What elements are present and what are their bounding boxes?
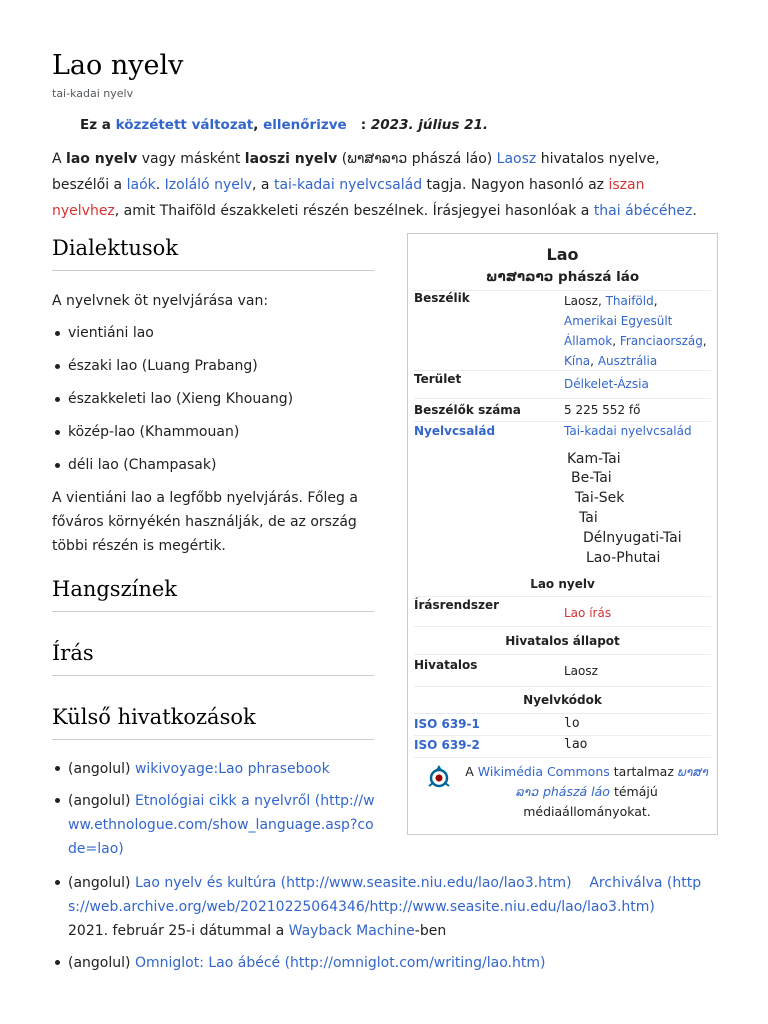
- spoken-franciaorszag-link[interactable]: Franciaország: [619, 334, 703, 348]
- spoken-laosz-link[interactable]: Laosz: [564, 294, 598, 308]
- section-heading-iras: Írás: [52, 641, 374, 676]
- list-item: (angolul) Etnológiai cikk a nyelvről (http://www.ethnologue.com/show_language.asp?code=lao): [52, 789, 382, 861]
- intro-paragraph: A lao nyelv vagy másként laoszi nyelv (ພາສາລາວ phászá láo) Laosz hivatalos nyelve, beszélői a laók. Izoláló nyelv, a tai-kadai nyelvcsalád tagja. Nagyon hasonló az iszan nyelvhez, amit Thaiföld északkeleti részén beszélnek. Írásjegyei hasonlóak a thai ábécéhez.: [52, 151, 697, 219]
- family-link[interactable]: Tai-kadai nyelvcsalád: [564, 424, 692, 438]
- seasite-link[interactable]: Lao nyelv és kultúra (http://www.seasite.niu.edu/lao/lao3.htm): [134, 875, 572, 891]
- external-links-list-wide: [52, 871, 717, 983]
- list-item: északkeleti lao (Xieng Khouang): [52, 388, 293, 421]
- list-item: déli lao (Champasak): [52, 454, 293, 487]
- official-laosz-link[interactable]: Laosz: [564, 664, 598, 678]
- revision-notice: Ez a közzétett változat, ellenőrizve : 2023. július 21.: [80, 117, 489, 133]
- page-title: Lao nyelv: [52, 50, 184, 81]
- family-tree-1: Be-Tai: [571, 470, 612, 486]
- list-item: közép-lao (Khammouan): [52, 421, 293, 454]
- script-link[interactable]: Lao írás: [564, 606, 612, 620]
- divider: [414, 654, 711, 655]
- divider: [414, 370, 711, 371]
- section-heading-hangszinek: Hangszínek: [52, 577, 374, 612]
- spoken-kina-link[interactable]: Kína: [564, 354, 591, 368]
- official-status-header: Hivatalos állapot: [505, 634, 620, 648]
- infobox-title: Lao: [546, 245, 579, 264]
- wikimedia-commons-link[interactable]: Wikimédia Commons: [477, 764, 610, 779]
- ethnologue-link[interactable]: Etnológiai cikk a nyelvről (http://www.ethnologue.com/show_language.asp?code=lao): [68, 793, 375, 857]
- omniglot-link[interactable]: Omniglot: Lao ábécé (http://omniglot.com/writing/lao.htm): [134, 955, 546, 971]
- section-heading-kulso-hivatkozasok: Külső hivatkozások: [52, 705, 374, 740]
- language-codes-header: Nyelvkódok: [523, 693, 602, 707]
- divider: [414, 421, 711, 422]
- nyelvcsalad-link[interactable]: Nyelvcsalád: [414, 424, 496, 438]
- list-item: (angolul) wikivoyage:Lao phrasebook: [52, 757, 382, 781]
- iszan-nyelv-link[interactable]: iszan nyelvhez: [52, 177, 645, 219]
- family-tree-leaf: Lao nyelv: [530, 577, 595, 591]
- izolalo-nyelv-link[interactable]: Izoláló nyelv: [164, 177, 253, 193]
- checked-link[interactable]: ellenőrizve: [263, 117, 347, 133]
- region-link[interactable]: Délkelet-Ázsia: [564, 377, 649, 391]
- list-item: (angolul) Lao nyelv és kultúra (http://www.seasite.niu.edu/lao/lao3.htm) Archiválva (https://web.archive.org/web/20210225064346/http://www.seasite.niu.edu/lao/lao3.htm) 2021. február 25-i dátummal a Wayback Machine-ben: [52, 871, 717, 943]
- infobox: Lao ພາສາລາວ phászá láo Beszélik Laosz, Thaiföld, Amerikai Egyesült Államok, Franciaország, Kína, Ausztrália Terület Délkelet-Ázsia Beszélők száma 5 225 552 fő Nyelvcsalád Tai-kadai nyelvcsalád Kam-Tai Be-Tai Tai-Sek Tai Délnyugati-Tai Lao-Phutai Lao nyelv Írásrendszer Lao írás Hivatalos állapot Hivatalos Laosz Nyelvkódok ISO 639-1 lo ISO 639-2 lao A Wikimédia Commons tartalmaz ພາສາລາວ phászá láo témájú médiaállományokat.: [407, 233, 718, 835]
- page-subtitle: tai-kadai nyelv: [52, 87, 134, 100]
- laok-link[interactable]: laók: [126, 177, 156, 193]
- thai-abece-link[interactable]: thai ábécéhez: [593, 203, 693, 219]
- dialects-intro: A nyelvnek öt nyelvjárása van:: [52, 293, 269, 309]
- published-version-link[interactable]: közzétett változat: [115, 117, 254, 133]
- family-tree-3: Tai: [579, 510, 598, 526]
- divider: [414, 713, 711, 714]
- spoken-thaifold-link[interactable]: Thaiföld: [605, 294, 654, 308]
- commons-box: A Wikimédia Commons tartalmaz ພາສາລາວ phászá láo témájú médiaállományokat.: [414, 762, 711, 824]
- external-links-list: [52, 757, 382, 869]
- commons-topic-link[interactable]: ພາສາລາວ phászá láo: [516, 764, 709, 799]
- wikimedia-commons-icon: [426, 764, 452, 790]
- archive-link[interactable]: Archiválva (https://web.archive.org/web/20210225064346/http://www.seasite.niu.edu/lao/lao3.htm): [68, 875, 702, 915]
- divider: [414, 686, 711, 687]
- divider: [414, 596, 711, 597]
- family-tree-5: Lao-Phutai: [586, 550, 661, 566]
- divider: [414, 398, 711, 399]
- dialects-outro: A vientiáni lao a legfőbb nyelvjárás. Főleg a főváros környékén használják, de az ország többi részén is megértik.: [52, 490, 358, 554]
- wikivoyage-link[interactable]: wikivoyage:Lao phrasebook: [134, 761, 330, 777]
- spoken-ausztralia-link[interactable]: Ausztrália: [597, 354, 658, 368]
- tai-kadai-link[interactable]: tai-kadai nyelvcsalád: [273, 177, 423, 193]
- list-item: vientiáni lao: [52, 322, 293, 355]
- divider: [414, 757, 711, 758]
- section-heading-dialektusok: Dialektusok: [52, 236, 374, 271]
- family-tree-2: Tai-Sek: [575, 490, 625, 506]
- list-item: északi lao (Luang Prabang): [52, 355, 293, 388]
- family-tree-4: Délnyugati-Tai: [583, 530, 682, 546]
- laosz-link[interactable]: Laosz: [496, 151, 537, 167]
- revision-date: 2023. július 21.: [370, 117, 489, 133]
- list-item: (angolul) Omniglot: Lao ábécé (http://omniglot.com/writing/lao.htm): [52, 951, 717, 975]
- iso-639-2-link[interactable]: ISO 639-2: [414, 738, 480, 752]
- divider: [414, 735, 711, 736]
- iso-639-1-link[interactable]: ISO 639-1: [414, 717, 480, 731]
- spoken-usa-link[interactable]: Amerikai Egyesült Államok: [564, 314, 673, 348]
- dialects-list: [52, 322, 293, 487]
- infobox-native-name: ພາສາລາວ phászá láo: [485, 269, 640, 285]
- divider: [414, 626, 711, 627]
- family-tree-0: Kam-Tai: [567, 451, 621, 467]
- wayback-machine-link[interactable]: Wayback Machine: [288, 923, 415, 939]
